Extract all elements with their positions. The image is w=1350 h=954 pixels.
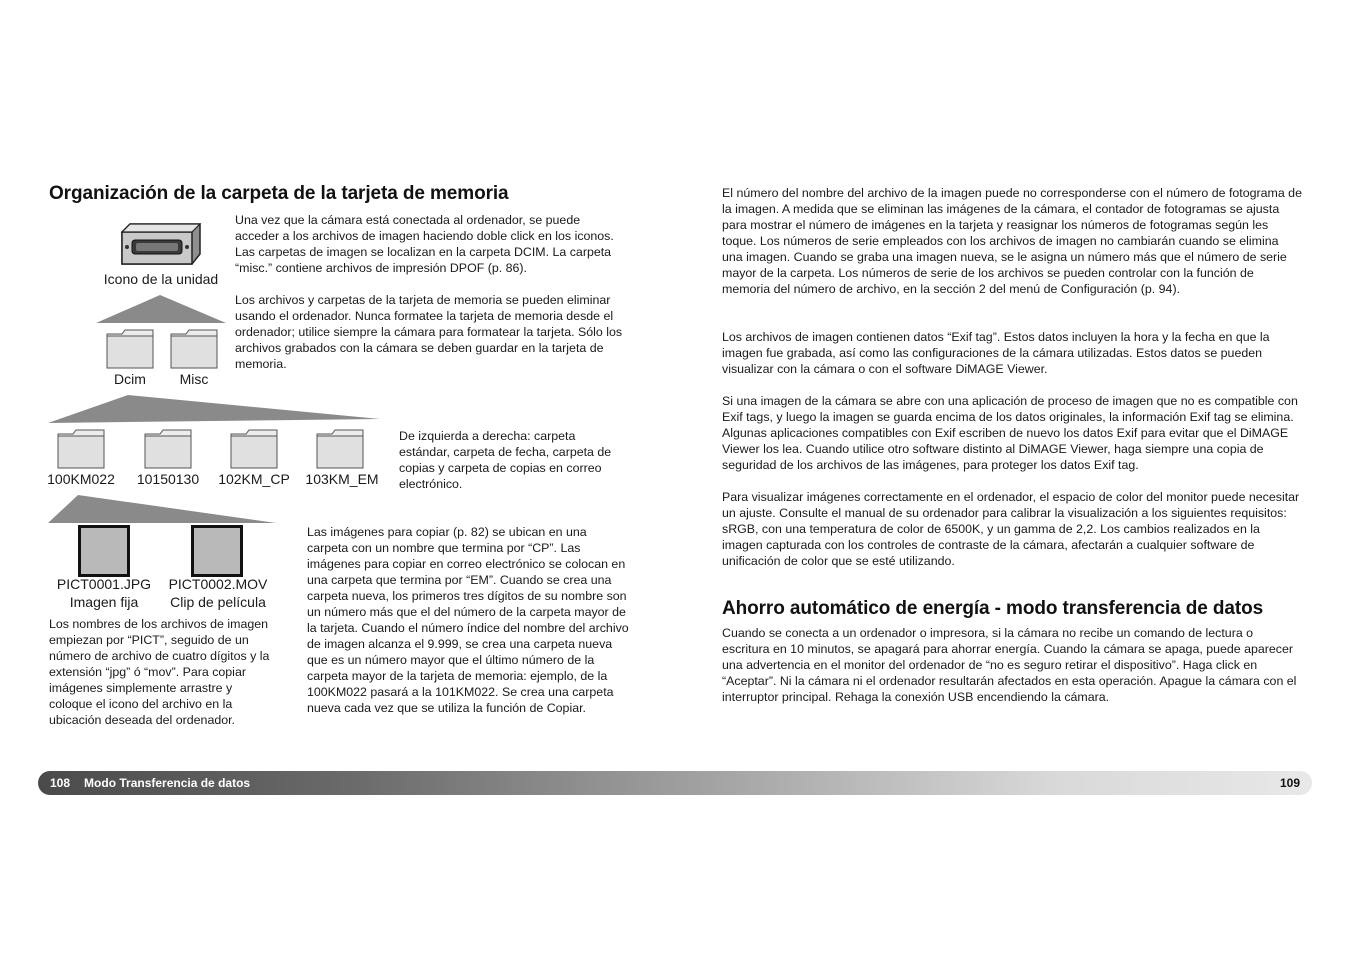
folder-icon <box>230 429 278 469</box>
drive-icon <box>118 222 202 266</box>
drive-label: Icono de la unidad <box>103 271 219 287</box>
page-number-left: 108 <box>50 776 71 790</box>
section-title: Modo Transferencia de datos <box>84 776 251 790</box>
page-number-right: 109 <box>1279 776 1300 790</box>
hierarchy-connector <box>48 495 276 523</box>
section-heading-power-save: Ahorro automático de energía - modo transferencia de datos <box>722 598 1264 619</box>
paragraph-power-save: Cuando se conecta a un ordenador o impresora, si la cámara no recibe un comando de lectura o escritura en 10 minutos, se apagará para ahorrar energía. Cuando la cámara se apaga, puede aparecer una advertencia en el monitor del ordenador de “no es seguro retirar el dispositivo”. Haga click en “Aceptar”. Ni la cámara ni el ordenador resultarán afectados en esta operación. Apague la cámara con el interruptor principal. Rehaga la conexión USB encendiendo la cámara. <box>722 626 1297 704</box>
paragraph-file-names: Los nombres de los archivos de imagen empiezan por “PICT”, seguido de un número de archivo de cuatro dígitos y la extensión “jpg” ó “mov”. Para copiar imágenes simplemente arrastre y coloque el icono del archivo en la ubicación deseada del ordenador. <box>49 617 270 727</box>
folder-label: 102KM_CP <box>218 471 290 487</box>
folder-icon <box>144 429 192 469</box>
image-file-thumbnail <box>78 525 130 577</box>
folder-label: 10150130 <box>136 471 200 487</box>
folder-icon <box>316 429 364 469</box>
paragraph-intro: Una vez que la cámara está conectada al ordenador, se puede acceder a los archivos de imagen haciendo doble click en los iconos. Las carpetas de imagen se localizan en la carpeta DCIM. La carpeta “misc.” contiene archivos de impresión DPOF (p. 86). <box>235 213 614 275</box>
folder-icon <box>170 329 218 369</box>
folder-icon <box>106 329 154 369</box>
folder-label: 103KM_EM <box>305 471 379 487</box>
paragraph-file-numbering: El número del nombre del archivo de la imagen puede no corresponderse con el número de fotograma de la imagen. A medida que se eliminan las imágenes de la cámara, el contador de fotogramas se ajusta para mostrar el número de imágenes en la tarjeta y reasignar los números de fotogramas según les toque. Los números de serie empleados con los archivos de imagen no cambiarán cuando se elimina una imagen. Cuando se graba una imagen nueva, se le asigna un número más que el número de serie mayor de la carpeta. Los números de serie de los archivos se pueden controlar con la función de memoria del número de archivo, en la sección 2 del menú de Configuración (p. 94). <box>722 186 1302 296</box>
paragraph-exif: Los archivos de imagen contienen datos “Exif tag”. Estos datos incluyen la hora y la fecha en que la imagen fue grabada, así como las configuraciones de la cámara utilizadas. Estos datos se pueden visualizar con la cámara o con el software DiMAGE Viewer. <box>722 330 1270 376</box>
paragraph-color-space: Para visualizar imágenes correctamente en el ordenador, el espacio de color del monitor puede necesitar un ajuste. Consulte el manual de su ordenador para calibrar la visualización a los siguientes requisitos: sRGB, con una temperatura de color de 6500K, y un gamma de 2,2. Los cambios realizados en la imagen capturada con los controles de contraste de la cámara, afectarán a cualquier software de unificación de color que se esté utilizando. <box>722 490 1300 568</box>
file-name-jpg: PICT0001.JPG <box>56 576 152 592</box>
paragraph-folder-types: De izquierda a derecha: carpeta estándar, carpeta de fecha, carpeta de copias y carpeta de copias en correo electrónico. <box>399 429 612 491</box>
movie-file-thumbnail <box>191 525 243 577</box>
file-desc-jpg: Imagen fija <box>69 594 139 610</box>
file-desc-mov: Clip de película <box>170 594 266 610</box>
folder-icon <box>57 429 105 469</box>
file-name-mov: PICT0002.MOV <box>168 576 268 592</box>
paragraph-copy-folders: Las imágenes para copiar (p. 82) se ubican en una carpeta con un nombre que termina por “CP”. Las imágenes para copiar en correo electrónico se colocan en una carpeta que termina por “EM”. Cuando se crea una carpeta nueva, los primeros tres dígitos de su nombre son un número más que el del número de la carpeta mayor de la tarjeta. Cuando el número índice del nombre del archivo de imagen alcanza el 9.999, se crea una carpeta nueva que es un número mayor que el último número de la carpeta mayor de la tarjeta de memoria: ejemplo, de la 100KM022 pasará a la 101KM022. Se crea una carpeta nueva cada vez que se utiliza la función de Copiar. <box>307 525 629 715</box>
folder-label-dcim: Dcim <box>114 371 146 387</box>
paragraph-format: Los archivos y carpetas de la tarjeta de memoria se pueden eliminar usando el ordenador. Nunca formatee la tarjeta de memoria desde el ordenador; utilice siempre la cámara para formatear la tarjeta. Sólo los archivos grabados con la cámara se deben guardar en la tarjeta de memoria. <box>235 293 623 371</box>
page-footer-bar <box>38 771 1312 795</box>
section-heading-card-folders: Organización de la carpeta de la tarjeta de memoria <box>49 183 509 204</box>
folder-label-misc: Misc <box>179 371 209 387</box>
folder-label: 100KM022 <box>47 471 115 487</box>
paragraph-exif-compat: Si una imagen de la cámara se abre con una aplicación de proceso de imagen que no es compatible con Exif tags, y luego la imagen se guarda encima de los datos originales, la información Exif tag se elimina. Algunas aplicaciones compatibles con Exif escriben de nuevo los datos Exif para evitar que el DiMAGE Viewer los lea. Cuando utilice otro software distinto al DiMAGE Viewer, haga siempre una copia de seguridad de los archivos de las imágenes, para proteger los datos Exif tag. <box>722 394 1298 472</box>
hierarchy-connector <box>96 295 226 323</box>
hierarchy-connector <box>48 395 380 423</box>
